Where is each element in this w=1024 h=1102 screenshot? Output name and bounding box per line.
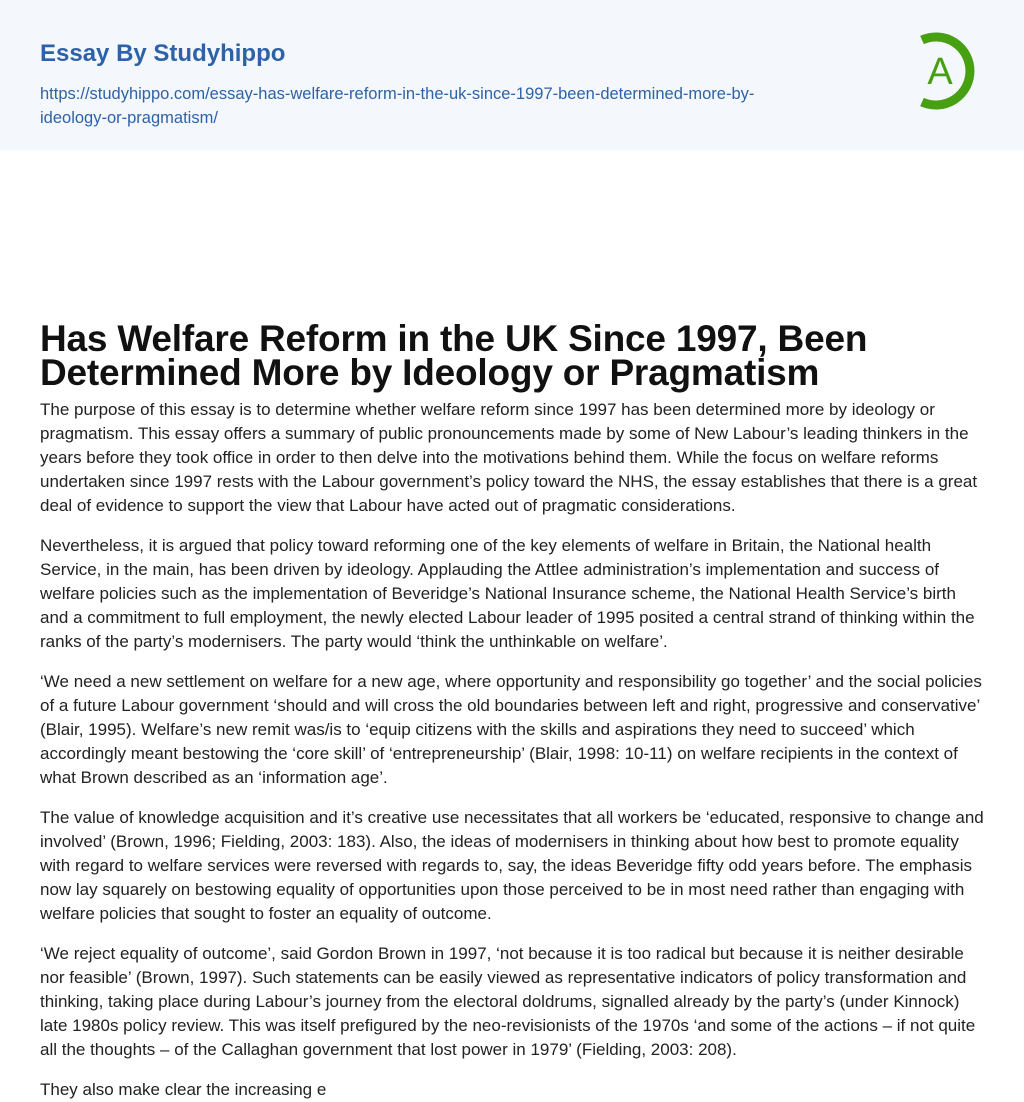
studyhippo-logo-icon[interactable] bbox=[912, 28, 988, 114]
essay-url-link[interactable]: https://studyhippo.com/essay-has-welfare-reform-in-the-uk-since-1997-been-determined-more-by-ideology-or-pragmatism/ bbox=[40, 85, 755, 127]
essay-title: Has Welfare Reform in the UK Since 1997, Been Determined More by Ideology or Pragmatism bbox=[40, 318, 868, 393]
brand-title: Essay By Studyhippo bbox=[40, 40, 286, 67]
essay-paragraph: The purpose of this essay is to determine whether welfare reform since 1997 has been determined more by ideology or pragmatism. This essay offers a summary of public pronouncements made by some of New Labour’s leading thinkers in the years before they took office in order to then delve into the motivations behind them. While the focus on welfare reforms undertaken since 1997 rests with the Labour government’s policy toward the NHS, the essay establishes that there is a great deal of evidence to support the view that Labour have acted out of pragmatic considerations. bbox=[40, 400, 978, 515]
essay-paragraph: ‘We reject equality of outcome’, said Gordon Brown in 1997, ‘not because it is too radical but because it is neither desirable nor feasible’ (Brown, 1997). Such statements can be easily viewed as representative indicators of policy transformation and thinking, taking place during Labour’s journey from the electoral doldrums, signalled already by the party’s (under Kinnock) late 1980s policy review. This was itself prefigured by the neo-revisionists of the 1970s ‘and some of the actions – if not quite all the thoughts – of the Callaghan government that lost power in 1979’ (Fielding, 2003: 208). bbox=[40, 944, 976, 1059]
essay-paragraph: Nevertheless, it is argued that policy toward reforming one of the key elements of welfare in Britain, the National health Service, in the main, has been driven by ideology. Applauding the Attlee administration’s implementation and success of welfare policies such as the implementation of Beveridge’s National Insurance scheme, the National Health Service’s birth and a commitment to full employment, the newly elected Labour leader of 1995 posited a central strand of thinking within the ranks of the party’s modernisers. The party would ‘think the unthinkable on welfare’. bbox=[40, 536, 975, 651]
essay-paragraph: ‘We need a new settlement on welfare for a new age, where opportunity and responsibility go together’ and the social policies of a future Labour government ‘should and will cross the old boundaries between left and right, progressive and conservative’ (Blair, 1995). Welfare’s new remit was/is to ‘equip citizens with the skills and aspirations they need to succeed’ which accordingly meant bestowing the ‘core skill’ of ‘entrepreneurship’ (Blair, 1998: 10-11) on welfare recipients in the context of what Brown described as an ‘information age’. bbox=[40, 672, 982, 787]
essay-paragraph-truncated: They also make clear the increasing e bbox=[40, 1080, 327, 1099]
logo-letter: A bbox=[927, 51, 953, 93]
site-header bbox=[0, 0, 1024, 150]
essay-paragraph: The value of knowledge acquisition and it’s creative use necessitates that all workers be ‘educated, responsive to change and involved’ (Brown, 1996; Fielding, 2003: 183). Also, the ideas of modernisers in thinking about how best to promote equality with regard to welfare services were reversed with regards to, say, the ideas Beveridge fifty odd years before. The emphasis now lay squarely on bestowing equality of opportunities upon those perceived to be in most need rather than engaging with welfare policies that sought to foster an equality of outcome. bbox=[40, 808, 984, 923]
essay-body bbox=[0, 390, 1024, 1102]
